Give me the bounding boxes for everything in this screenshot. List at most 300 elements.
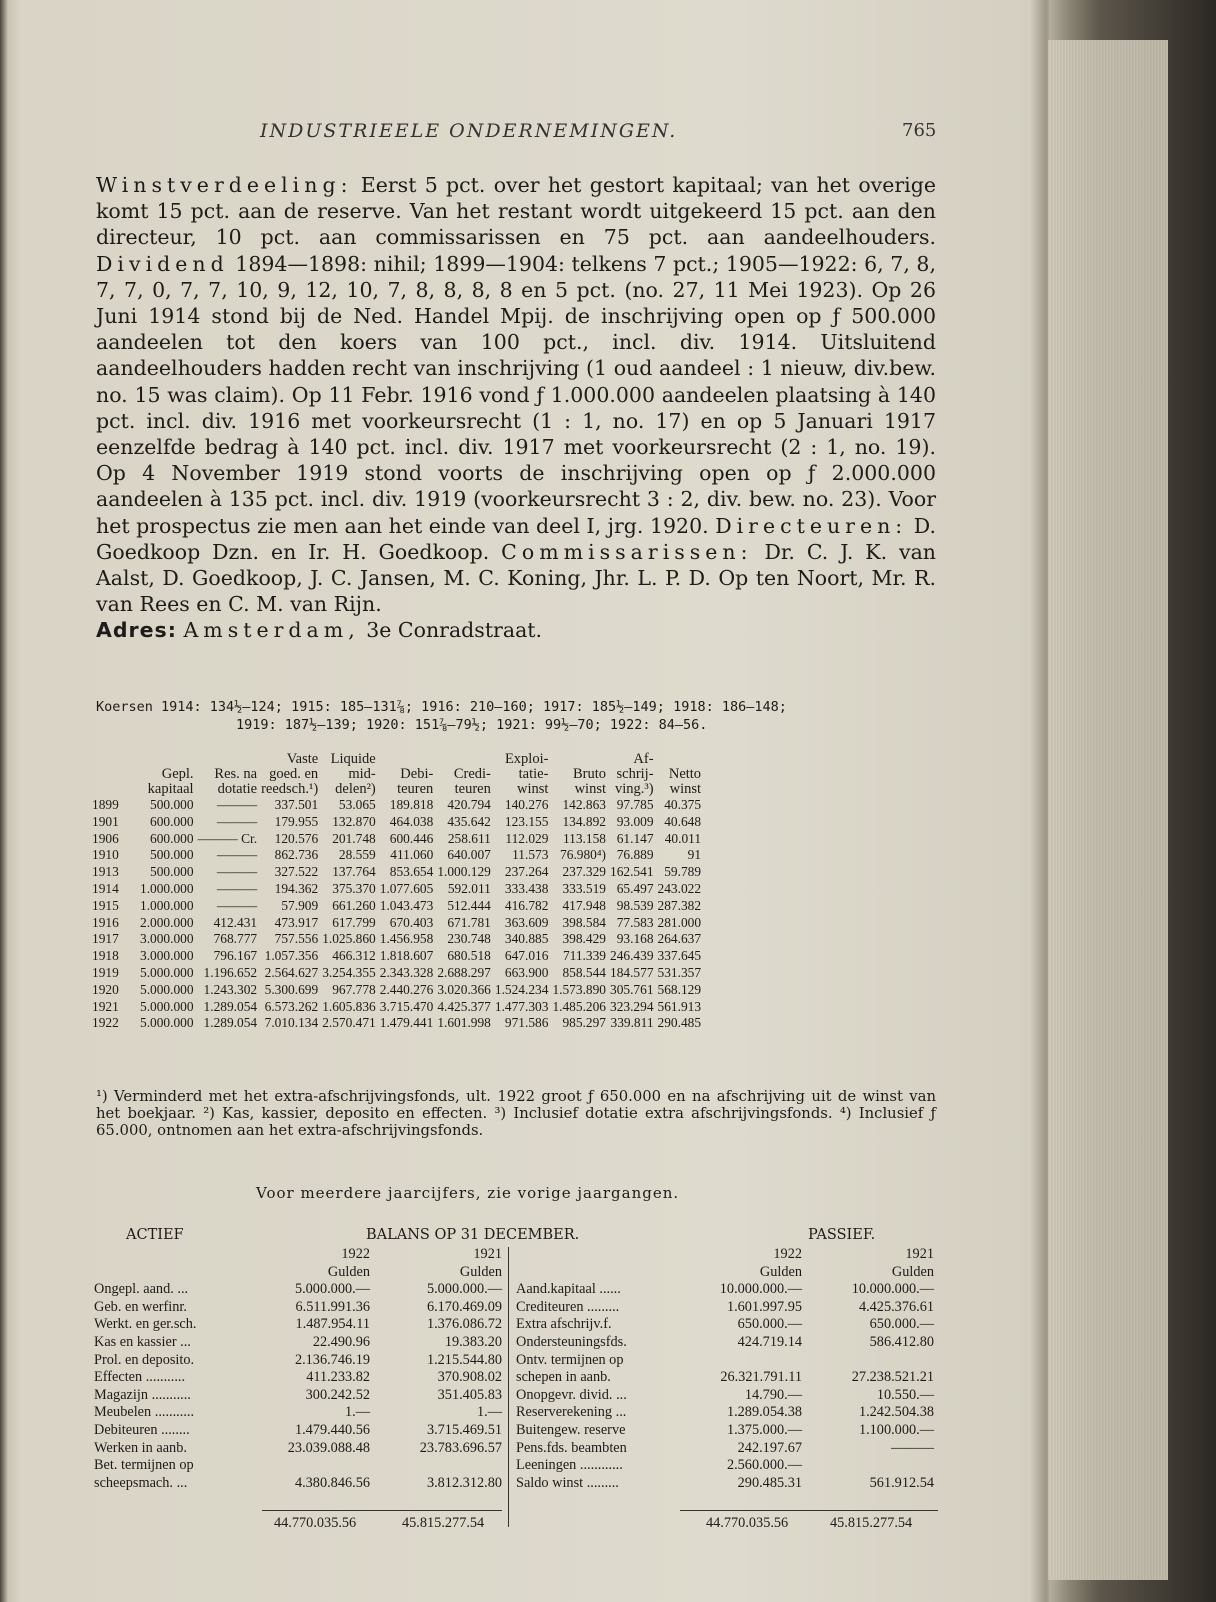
table-row: [90, 881, 703, 898]
value-cell: 337.645: [657, 948, 702, 964]
koersen: [96, 698, 946, 734]
koersen-line-1: Koersen 1914: 134½—124; 1915: 185—131⅞; 1916: 210—160; 1917: 185½—149; 1918: 186—148;: [96, 699, 787, 715]
balans-row: [92, 1369, 504, 1387]
value-cell: 57.909: [281, 897, 319, 913]
value-cell: 120.576: [274, 830, 319, 846]
column-header: Af-: [633, 751, 654, 767]
balans-value: 1.100.000.—: [858, 1421, 934, 1438]
column-header: Bruto: [572, 766, 606, 782]
value-cell: 500.000: [150, 847, 194, 863]
balans-value: 1.215.544.80: [426, 1351, 502, 1368]
value-cell: 862.736: [274, 847, 319, 863]
text: Dr. C. J. K. van Aalst, D. Goedkoop, J. C. Jansen, M. C. Koning, Jhr. L. P. D. Op ten Noort, Mr. R. van Rees en C. M. van Rijn.: [96, 539, 936, 617]
year-cell: 1917: [92, 931, 119, 947]
table-row: [90, 814, 703, 831]
value-cell: 93.168: [616, 931, 654, 947]
value-cell: 59.789: [664, 864, 702, 880]
column-header: Debi-: [400, 766, 434, 782]
value-cell: 670.403: [389, 914, 434, 930]
column-header: teuren: [454, 781, 491, 797]
value-cell: 796.167: [213, 948, 258, 964]
balans-value: 2.136.746.19: [294, 1351, 370, 1368]
table-row: [90, 847, 703, 864]
balans-value: 1.—: [476, 1404, 502, 1421]
balans-value: [372, 1457, 504, 1475]
value-cell: 3.000.000: [140, 931, 194, 947]
balans-value: 1.—: [344, 1404, 370, 1421]
balans-item: Werkt. en ger.sch.: [94, 1316, 197, 1333]
value-cell: 134.892: [562, 813, 606, 829]
balans-value: 26.321.791.11: [720, 1369, 802, 1386]
balans-value: 1.601.997.95: [726, 1298, 802, 1315]
balans-value: [804, 1352, 936, 1370]
balans-value: 14.790.—: [744, 1386, 802, 1403]
main-text: [96, 172, 936, 644]
balans-value: 411.233.82: [306, 1369, 370, 1386]
value-cell: 2.000.000: [140, 914, 194, 930]
column-header: reedsch.¹): [261, 781, 319, 797]
value-cell: 5.000.000: [140, 981, 194, 997]
table-row: [90, 948, 703, 965]
balans-row: [514, 1316, 936, 1334]
year-cell: 1914: [92, 880, 119, 896]
balans-item: Buitengew. reserve: [516, 1421, 626, 1438]
value-cell: 1.000.129: [437, 864, 491, 880]
value-cell: 3.715.470: [379, 998, 434, 1014]
balans-row: [514, 1404, 936, 1422]
balans-row: [92, 1334, 504, 1352]
header-cell-year: [90, 752, 138, 767]
table-row: [90, 999, 703, 1016]
balans-row: [92, 1387, 504, 1405]
value-cell: 281.000: [657, 914, 702, 930]
value-cell: 1.456.958: [379, 931, 434, 947]
value-cell: 711.339: [562, 948, 606, 964]
balans-row: [514, 1299, 936, 1317]
value-cell: 398.584: [562, 914, 606, 930]
balans-row: [92, 1281, 504, 1299]
balans-value: 1.376.086.72: [426, 1316, 502, 1333]
value-cell: 40.648: [664, 813, 702, 829]
balans-divider: [508, 1247, 509, 1527]
balans-value: 290.485.31: [737, 1474, 802, 1491]
balans-item: Ondersteuningsfds.: [516, 1333, 627, 1350]
balans-row: [514, 1475, 936, 1493]
total-rule-passief: [680, 1510, 938, 1511]
balans-row: [514, 1422, 936, 1440]
value-cell: 858.544: [562, 964, 606, 980]
value-cell: 1.524.234: [494, 981, 549, 997]
value-cell: 411.060: [390, 847, 434, 863]
total-actief-1921: 45.815.277.54: [402, 1515, 485, 1531]
total-rule-actief: [262, 1510, 502, 1511]
value-cell: 112.029: [505, 830, 549, 846]
value-cell: ———: [216, 864, 258, 880]
balans-row: [514, 1352, 936, 1370]
balans-value: 1.487.954.11: [295, 1316, 370, 1333]
balans-value: [256, 1457, 372, 1475]
balans-item: Debiteuren ........: [94, 1421, 190, 1438]
balans-row: [92, 1299, 504, 1317]
value-cell: 500.000: [150, 864, 194, 880]
table-row: [90, 965, 703, 982]
value-cell: 323.294: [610, 998, 654, 1014]
value-cell: 184.577: [610, 964, 654, 980]
value-cell: 971.586: [504, 1015, 549, 1031]
balans-item: Onopgevr. divid. ...: [516, 1386, 627, 1403]
value-cell: 61.147: [616, 830, 654, 846]
value-cell: 435.642: [447, 813, 491, 829]
label-winstverdeeling: Winstverdeeling:: [96, 173, 353, 197]
value-cell: 40.375: [664, 797, 702, 812]
address-street: 3e Conradstraat.: [359, 618, 543, 643]
value-cell: 412.431: [213, 914, 258, 930]
value-cell: 363.609: [504, 914, 549, 930]
column-header: Gepl.: [161, 766, 194, 782]
balans-row: [92, 1404, 504, 1422]
column-header: schrij-: [616, 766, 654, 782]
value-cell: 500.000: [150, 797, 194, 812]
balans-item: Meubelen ...........: [94, 1404, 195, 1421]
value-cell: 1.477.303: [494, 998, 549, 1014]
year-cell: 1901: [92, 813, 119, 829]
value-cell: 375.370: [332, 880, 376, 896]
value-cell: 76.980⁴): [560, 847, 606, 863]
balans-value: 10.550.—: [876, 1386, 934, 1403]
value-cell: 757.556: [274, 931, 319, 947]
balans-value: 586.412.80: [869, 1333, 934, 1350]
label-commissarissen: Commissarissen:: [501, 539, 753, 564]
value-cell: 179.955: [274, 813, 319, 829]
balans-value: 1.242.504.38: [858, 1404, 934, 1421]
value-cell: 561.913: [657, 998, 702, 1014]
value-cell: 77.583: [616, 914, 654, 930]
balans-value: 22.490.96: [312, 1333, 370, 1350]
balans-value: 27.238.521.21: [851, 1369, 934, 1386]
footnotes: [96, 1088, 936, 1139]
value-cell: 592.011: [447, 880, 491, 896]
balans-value: 650.000.—: [869, 1316, 934, 1333]
running-header: INDUSTRIEELE ONDERNEMINGEN.: [260, 120, 678, 142]
value-cell: 5.000.000: [140, 998, 194, 1014]
value-cell: 1.243.302: [203, 981, 258, 997]
value-cell: 416.782: [504, 897, 549, 913]
balans-item: Crediteuren .........: [516, 1298, 620, 1315]
balans-item: Leeningen ............: [516, 1457, 623, 1474]
balans-value: 10.000.000.—: [851, 1281, 934, 1298]
balans-item: scheepsmach. ...: [94, 1474, 188, 1491]
balans-unit: Gulden: [891, 1263, 934, 1280]
balans-value: 1.479.440.56: [294, 1421, 370, 1438]
value-cell: 671.781: [447, 914, 491, 930]
balans-value: 561.912.54: [869, 1474, 934, 1491]
table-row: [90, 1015, 703, 1032]
value-cell: 53.065: [338, 797, 376, 812]
value-cell: 2.570.471: [322, 1015, 376, 1031]
value-cell: 340.885: [504, 931, 549, 947]
value-cell: 417.948: [562, 897, 606, 913]
year-cell: 1919: [92, 964, 119, 980]
table-header-row: [90, 752, 703, 767]
balans-item: Kas en kassier ...: [94, 1333, 191, 1350]
page-number: 765: [902, 120, 937, 141]
value-cell: 237.329: [562, 864, 606, 880]
table-row: [90, 931, 703, 948]
balans-year: 1922: [773, 1246, 802, 1262]
column-header: [550, 752, 608, 767]
balans-value: 3.715.469.51: [426, 1421, 502, 1438]
balans-unit: Gulden: [327, 1263, 370, 1280]
balans-item: schepen in aanb.: [516, 1369, 611, 1386]
value-cell: 2.343.328: [379, 964, 434, 980]
value-cell: 1.601.998: [437, 1015, 491, 1031]
value-cell: ——— Cr.: [197, 830, 258, 846]
table-header-row: [90, 782, 703, 797]
value-cell: 40.011: [664, 830, 702, 846]
value-cell: 640.007: [447, 847, 491, 863]
value-cell: 1.605.836: [322, 998, 376, 1014]
year-cell: 1906: [92, 830, 119, 846]
value-cell: 663.900: [504, 964, 549, 980]
value-cell: 3.254.355: [322, 964, 376, 980]
balans-empty: [514, 1246, 688, 1264]
column-header: Exploi-: [504, 751, 549, 767]
value-cell: 531.357: [657, 964, 702, 980]
column-header: tatie-: [518, 766, 549, 782]
column-header: Liquide: [330, 751, 376, 767]
value-cell: 1.000.000: [140, 897, 194, 913]
value-cell: 466.312: [332, 948, 376, 964]
balans-row: [92, 1316, 504, 1334]
header-cell-year: [90, 767, 138, 782]
value-cell: 7.010.134: [264, 1015, 319, 1031]
balans-value: 2.560.000.—: [726, 1457, 802, 1474]
balans-item: Magazijn ...........: [94, 1386, 191, 1403]
value-cell: 76.889: [616, 847, 654, 863]
year-cell: 1915: [92, 897, 119, 913]
balans-value: 4.425.376.61: [858, 1298, 934, 1315]
balans-value: 19.383.20: [444, 1333, 502, 1350]
value-cell: 1.479.441: [379, 1015, 434, 1031]
balans-value: 23.783.696.57: [419, 1439, 502, 1456]
column-header: [378, 752, 436, 767]
balans-item: Saldo winst .........: [516, 1474, 619, 1491]
balans-value: 370.908.02: [437, 1369, 502, 1386]
value-cell: 243.022: [657, 880, 702, 896]
year-cell: 1920: [92, 981, 119, 997]
koersen-line-2: 1919: 187½—139; 1920: 151⅞—79½; 1921: 99½—70; 1922: 84—56.: [236, 717, 708, 733]
value-cell: 162.541: [610, 864, 654, 880]
value-cell: 11.573: [512, 847, 549, 863]
balans-value: 1.375.000.—: [726, 1421, 802, 1438]
value-cell: 137.764: [332, 864, 376, 880]
balans-row: [514, 1369, 936, 1387]
balans-value: 5.000.000.—: [426, 1281, 502, 1298]
value-cell: 132.870: [332, 813, 376, 829]
value-cell: 113.158: [562, 830, 606, 846]
balans-row: [92, 1422, 504, 1440]
column-header: [435, 752, 493, 767]
balans-value: 424.719.14: [737, 1333, 802, 1350]
balans-passief-table: [514, 1246, 936, 1492]
value-cell: 617.799: [332, 914, 376, 930]
value-cell: 3.000.000: [140, 948, 194, 964]
value-cell: 264.637: [657, 931, 702, 947]
balans-item: Geb. en werfinr.: [94, 1298, 187, 1315]
balans-unit-row: [514, 1264, 936, 1282]
balans-actief-table: [92, 1246, 504, 1492]
balans-unit: Gulden: [759, 1263, 802, 1280]
balans-item: Effecten ...........: [94, 1369, 186, 1386]
label-dividend: Dividend: [96, 251, 229, 276]
value-cell: 339.811: [610, 1015, 654, 1031]
column-header: Credi-: [453, 766, 491, 782]
table-row: [90, 915, 703, 932]
balans-empty: [92, 1264, 256, 1282]
value-cell: 1.057.356: [264, 948, 319, 964]
balans-row: [92, 1457, 504, 1475]
balans-item: Bet. termijnen op: [94, 1457, 194, 1474]
value-cell: 1.077.605: [379, 880, 434, 896]
balans-row: [514, 1457, 936, 1475]
balans-value: 300.242.52: [305, 1386, 370, 1403]
balans-row: [92, 1475, 504, 1493]
column-header: kapitaal: [147, 781, 194, 797]
value-cell: 512.444: [447, 897, 491, 913]
value-cell: ———: [216, 880, 258, 896]
balans-value: [688, 1352, 804, 1370]
balans-value: 4.380.846.56: [294, 1474, 370, 1491]
value-cell: 246.439: [610, 948, 654, 964]
value-cell: 337.501: [274, 797, 319, 812]
balans-value: 3.812.312.80: [426, 1474, 502, 1491]
value-cell: 661.260: [332, 897, 376, 913]
value-cell: 123.155: [504, 813, 549, 829]
column-header: winst: [574, 781, 606, 797]
value-cell: 2.688.297: [437, 964, 491, 980]
address-label: Adres:: [96, 618, 177, 643]
value-cell: 333.438: [504, 880, 549, 896]
value-cell: 189.818: [389, 797, 434, 812]
year-cell: 1918: [92, 948, 119, 964]
table-row: [90, 831, 703, 848]
balans-value: 5.000.000.—: [294, 1281, 370, 1298]
balans-empty: [514, 1264, 688, 1282]
value-cell: 1.485.206: [552, 998, 606, 1014]
column-header: ving.³): [614, 781, 654, 797]
balans-year: 1922: [341, 1246, 370, 1262]
column-header: Res. na: [214, 766, 258, 782]
column-header: [656, 752, 704, 767]
value-cell: 5.300.699: [264, 981, 319, 997]
more-figures-note: Voor meerdere jaarcijfers, zie vorige jaargangen.: [256, 1184, 680, 1202]
value-cell: 568.129: [657, 981, 702, 997]
value-cell: 97.785: [616, 797, 654, 812]
total-actief-1922: 44.770.035.56: [274, 1515, 357, 1531]
value-cell: 1.000.000: [140, 880, 194, 896]
balans-value: 6.170.469.09: [426, 1298, 502, 1315]
balans-value: 1.289.054.38: [726, 1404, 802, 1421]
balans-row: [514, 1387, 936, 1405]
label-directeuren: Directeuren:: [715, 513, 908, 538]
column-header: winst: [669, 781, 702, 797]
year-cell: 1922: [92, 1015, 119, 1031]
balans-year: 1921: [905, 1246, 934, 1262]
value-cell: 1.289.054: [203, 998, 258, 1014]
value-cell: 985.297: [562, 1015, 606, 1031]
column-header: mid-: [348, 766, 376, 782]
value-cell: 3.020.366: [437, 981, 491, 997]
value-cell: 5.000.000: [140, 964, 194, 980]
table-header-row: [90, 767, 703, 782]
value-cell: 93.009: [616, 813, 654, 829]
table-row: [90, 864, 703, 881]
balans-item: Werken in aanb.: [94, 1439, 187, 1456]
value-cell: 65.497: [616, 880, 654, 896]
passief-label: PASSIEF.: [808, 1227, 876, 1243]
value-cell: 5.000.000: [140, 1015, 194, 1031]
year-cell: 1921: [92, 998, 119, 1014]
actief-label: ACTIEF: [126, 1227, 184, 1243]
balans-item: Aand.kapitaal ......: [516, 1281, 621, 1298]
column-header: teuren: [397, 781, 434, 797]
financial-table: [90, 752, 703, 1032]
value-cell: 230.748: [447, 931, 491, 947]
value-cell: 967.778: [332, 981, 376, 997]
value-cell: 140.276: [504, 797, 549, 812]
balans-item: Ongepl. aand. ...: [94, 1281, 189, 1298]
balans-unit: Gulden: [459, 1263, 502, 1280]
value-cell: 398.429: [562, 931, 606, 947]
value-cell: 473.917: [274, 914, 319, 930]
total-passief-1922: 44.770.035.56: [706, 1515, 789, 1531]
value-cell: 1.025.860: [322, 931, 376, 947]
balans-item: Ontv. termijnen op: [516, 1351, 624, 1368]
value-cell: 1.196.652: [203, 964, 258, 980]
balans-year: 1921: [473, 1246, 502, 1262]
year-cell: 1899: [92, 797, 119, 812]
value-cell: 600.000: [150, 830, 194, 846]
value-cell: 600.446: [389, 830, 434, 846]
balans-value: [804, 1457, 936, 1475]
table-row: [90, 797, 703, 814]
footnote-text: ¹) Verminderd met het extra-afschrijvingsfonds, ult. 1922 groot ƒ 650.000 en na afschrijving uit de winst van het boekjaar. ²) Kas, kassier, deposito en effecten. ³) Inclusief dotatie extra afschrijvingsfonds. ⁴) Inclusief ƒ 65.000, ontnomen aan het extra-afschrijvingsfonds.: [96, 1088, 936, 1139]
text: D. Goedkoop Dzn. en Ir. H. Goedkoop.: [96, 513, 936, 564]
balans-row: [514, 1440, 936, 1458]
value-cell: 290.485: [657, 1015, 702, 1031]
table-row: [90, 982, 703, 999]
balans-value: 650.000.—: [737, 1316, 802, 1333]
value-cell: 201.748: [332, 830, 376, 846]
balans-item: Pens.fds. beambten: [516, 1439, 627, 1456]
page-edges: [1048, 40, 1168, 1580]
value-cell: 91: [687, 847, 702, 863]
value-cell: 327.522: [274, 864, 319, 880]
value-cell: 2.440.276: [379, 981, 434, 997]
value-cell: 1.573.890: [552, 981, 606, 997]
column-header: delen²): [335, 781, 376, 797]
balans-value: 351.405.83: [437, 1386, 502, 1403]
value-cell: ———: [216, 797, 258, 812]
value-cell: 1.818.607: [379, 948, 434, 964]
column-header: goed. en: [269, 766, 319, 782]
value-cell: 768.777: [213, 931, 258, 947]
table-row: [90, 898, 703, 915]
balans-year-row: [92, 1246, 504, 1264]
value-cell: 258.611: [447, 830, 491, 846]
balans-item: Reserverekening ...: [516, 1404, 627, 1421]
header-cell-year: [90, 782, 138, 797]
